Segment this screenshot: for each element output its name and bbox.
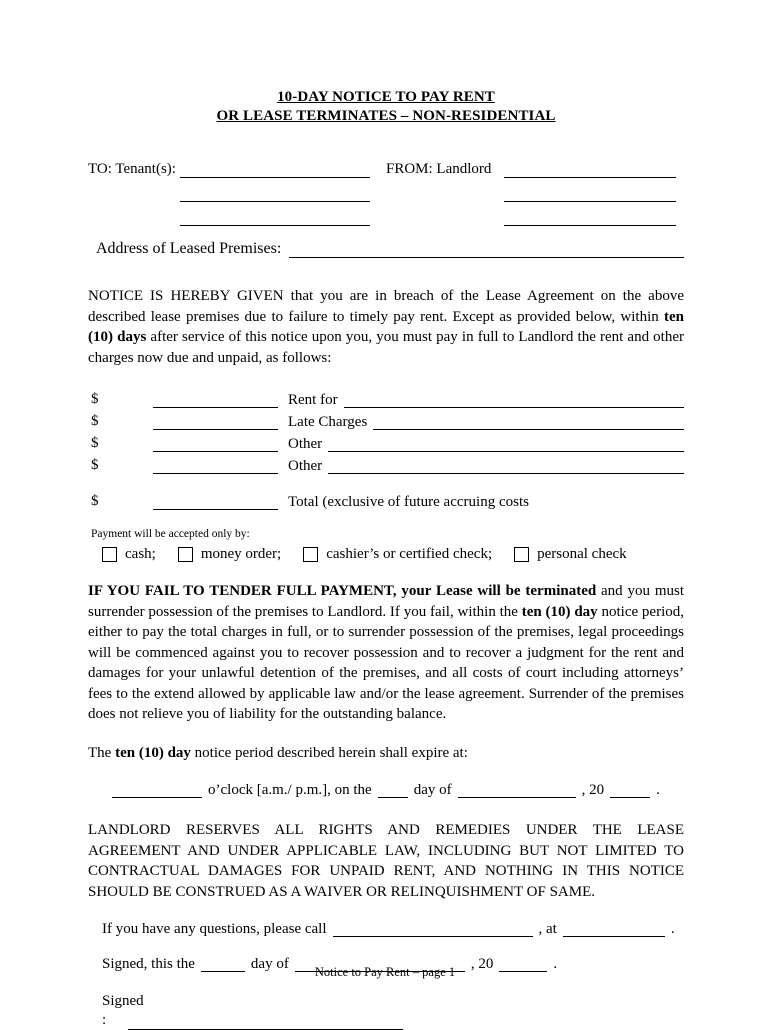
- address-label: Address of Leased Premises:: [96, 240, 282, 257]
- signed-day-of-label: day of: [250, 956, 289, 972]
- landlord-name-blank-2[interactable]: [504, 187, 676, 202]
- payment-option-label-money-order: money order;: [200, 546, 282, 562]
- questions-time-blank[interactable]: [563, 922, 665, 937]
- questions-label: If you have any questions, please call: [102, 921, 327, 937]
- currency-symbol-rent: $: [91, 391, 99, 407]
- expire-pre: The: [88, 744, 116, 761]
- currency-symbol-other-1: $: [91, 435, 99, 451]
- failure-paragraph: [88, 581, 684, 725]
- to-from-row-1: [88, 154, 684, 178]
- amount-blank-late[interactable]: [153, 415, 278, 430]
- address-blank[interactable]: [289, 243, 684, 258]
- amount-blank-rent[interactable]: [153, 393, 278, 408]
- signature-line-row: [102, 1011, 684, 1030]
- payment-option-cash[interactable]: [102, 546, 156, 563]
- expire-bold-ten-day: ten (10) day: [115, 744, 191, 761]
- amount-label-rent: Rent for: [288, 392, 338, 408]
- checkbox-icon-cashiers-check[interactable]: [303, 547, 318, 562]
- failure-bold-lead: IF YOU FAIL TO TENDER FULL PAYMENT,: [88, 583, 397, 599]
- to-from-block: [88, 154, 684, 226]
- to-from-row-3: [88, 202, 684, 226]
- notice-bold-ten-days: ten (10) days: [88, 308, 684, 345]
- tenant-name-blank-3[interactable]: [180, 211, 370, 226]
- expire-year-blank[interactable]: [610, 783, 650, 798]
- failure-bold-ten-day: ten (10) day: [521, 603, 598, 620]
- amounts-section: [88, 390, 684, 510]
- signed-comma-20: , 20: [470, 956, 494, 972]
- to-tenants-label: TO: Tenant(s):: [88, 161, 176, 177]
- failure-tail: notice period, either to pay the total charges in full, or to surrender possession of the premises, legal proceedings will be commenced against you to recover possession and to recover a judgment for the rent and damages for your unlawful detention of the premises, and all costs of court including attorneys’ fees to the extend allowed by applicable law and/or the lease agreement. Surrender of the premises does not relieve you of liability for the outstanding balance.: [88, 603, 684, 722]
- expire-period: .: [656, 782, 660, 798]
- signature-blank[interactable]: [128, 1015, 403, 1030]
- amount-blank-other-2[interactable]: [153, 459, 278, 474]
- amount-row-late-charges: [88, 412, 684, 430]
- amount-label-late: Late Charges: [288, 414, 368, 430]
- checkbox-icon-money-order[interactable]: [178, 547, 193, 562]
- expire-day-blank[interactable]: [378, 783, 408, 798]
- payment-note: Payment will be accepted only by:: [91, 528, 250, 540]
- amount-detail-blank-rent[interactable]: [344, 393, 684, 408]
- landlord-name-blank-3[interactable]: [504, 211, 676, 226]
- checkbox-icon-personal-check[interactable]: [514, 547, 529, 562]
- amount-label-total: Total (exclusive of future accruing costs: [288, 494, 529, 510]
- expire-fill-row: [88, 783, 684, 798]
- currency-symbol-total: $: [91, 493, 99, 509]
- signed-date-label: Signed, this the: [102, 956, 195, 972]
- notice-paragraph: [88, 286, 684, 368]
- expire-month-blank[interactable]: [458, 783, 576, 798]
- currency-symbol-late: $: [91, 413, 99, 429]
- payment-options-row: [88, 546, 684, 563]
- payment-option-label-personal-check: personal check: [537, 546, 627, 562]
- questions-row: [88, 922, 684, 937]
- signature-colon: :: [102, 1012, 107, 1028]
- failure-mid-2: and you must surrender possession of the premises to Landlord. If you fail, within the: [88, 583, 684, 620]
- amount-detail-blank-other-1[interactable]: [328, 437, 684, 452]
- title-line-1: 10-DAY NOTICE TO PAY RENT: [277, 89, 495, 105]
- currency-symbol-other-2: $: [91, 457, 99, 473]
- expire-oclock-label: o’clock [a.m./ p.m.], on the: [208, 782, 372, 798]
- amount-row-rent: [88, 390, 684, 408]
- payment-option-money-order[interactable]: [178, 546, 281, 563]
- signed-period: .: [553, 956, 558, 972]
- title-line-2: OR LEASE TERMINATES – NON-RESIDENTIAL: [216, 108, 556, 124]
- notice-part-1: NOTICE IS HEREBY GIVEN that you are in breach of the Lease Agreement on the above described lease premises due to failure to timely pay rent. Except as provided below, within: [88, 288, 684, 325]
- amount-detail-blank-other-2[interactable]: [328, 459, 684, 474]
- expire-paragraph: [88, 743, 684, 764]
- signature-block: [88, 992, 684, 1030]
- tenant-name-blank-1[interactable]: [180, 163, 370, 178]
- payment-option-label-cashiers-check: cashier’s or certified check;: [326, 546, 493, 562]
- questions-period: .: [670, 921, 675, 937]
- payment-option-label-cash: cash;: [125, 546, 156, 562]
- questions-phone-blank[interactable]: [333, 922, 533, 937]
- signature-label: Signed: [102, 993, 144, 1009]
- expire-comma-20: , 20: [581, 782, 605, 798]
- page-footer: Notice to Pay Rent – page 1: [314, 965, 456, 979]
- expire-post: notice period described herein shall expire at:: [190, 744, 468, 761]
- amount-label-other-1: Other: [288, 436, 323, 452]
- landlord-name-blank-1[interactable]: [504, 163, 676, 178]
- amount-row-other-2: [88, 456, 684, 474]
- amount-blank-other-1[interactable]: [153, 437, 278, 452]
- questions-at-label: , at: [538, 921, 557, 937]
- notice-part-2: after service of this notice upon you, you must pay in full to Landlord the rent and other charges now due and unpaid, as follows:: [88, 329, 684, 366]
- amount-row-total: [88, 492, 684, 510]
- from-landlord-label: FROM: Landlord: [386, 161, 492, 177]
- expire-time-blank[interactable]: [112, 783, 202, 798]
- amount-detail-blank-late[interactable]: [373, 415, 684, 430]
- payment-option-cashiers-check[interactable]: [303, 546, 492, 563]
- amount-label-other-2: Other: [288, 458, 323, 474]
- address-row: [88, 232, 684, 258]
- failure-bold-lease-terminated: your Lease will be terminated: [401, 583, 597, 599]
- reserves-paragraph: LANDLORD RESERVES ALL RIGHTS AND REMEDIES UNDER THE LEASE AGREEMENT AND UNDER APPLICABLE LAW, INCLUDING BUT NOT LIMITED TO CONTRACTUAL DAMAGES FOR UNPAID RENT, AND NOTHING IN THIS NOTICE SHOULD BE CONSTRUED AS A WAIVER OR RELINQUISHMENT OF SAME.: [88, 822, 684, 900]
- payment-option-personal-check[interactable]: [514, 546, 627, 563]
- amount-row-other-1: [88, 434, 684, 452]
- document-title: [88, 88, 684, 126]
- amount-blank-total[interactable]: [153, 495, 278, 510]
- tenant-name-blank-2[interactable]: [180, 187, 370, 202]
- expire-day-of-label: day of: [413, 782, 452, 798]
- checkbox-icon-cash[interactable]: [102, 547, 117, 562]
- to-from-row-2: [88, 178, 684, 202]
